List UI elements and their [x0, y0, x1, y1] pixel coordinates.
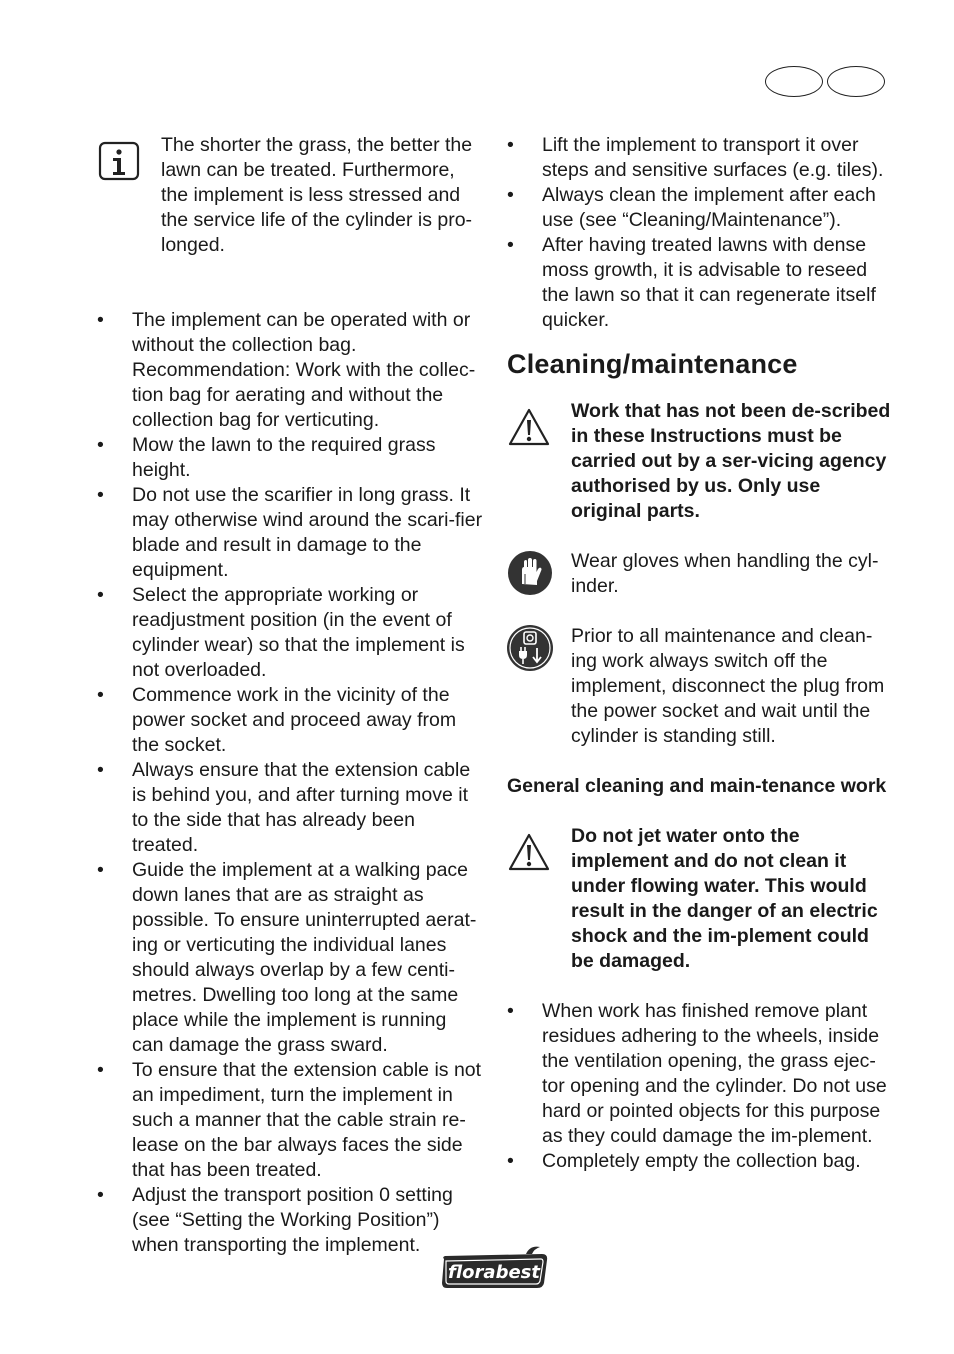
- unplug-note-text: Prior to all maintenance and clean-ing work always switch off the implement, disconnect the plug from the power socket and wait until the cylinder is standing still.: [571, 625, 885, 747]
- gloves-icon: [507, 550, 553, 596]
- left-bullet-list: [97, 308, 483, 1258]
- list-item: • When work has finished remove plant residues adhering to the wheels, inside the ventilation opening, the grass ejec-tor opening and the cylinder. Do not use hard or pointed objects for this purpose as they could damage the im-plement.: [507, 999, 892, 1149]
- unplug-note: [507, 624, 892, 749]
- list-item: • Select the appropriate working or readjustment position (in the event of cylinder wear) so that the implement is not overloaded.: [97, 583, 483, 683]
- unplug-icon: [505, 623, 555, 673]
- gloves-note: [507, 549, 892, 599]
- florabest-logo: [438, 1245, 552, 1290]
- warning-triangle-icon: [507, 405, 551, 449]
- warning-note-1: [507, 399, 892, 524]
- right-top-bullet-list: [507, 133, 892, 333]
- list-item: • Do not use the scarifier in long grass. It may otherwise wind around the scari-fier blade and result in damage to the equipment.: [97, 483, 483, 583]
- list-item: • Completely empty the collection bag.: [507, 1149, 892, 1174]
- list-item: • Lift the implement to transport it over steps and sensitive surfaces (e.g. tiles).: [507, 133, 892, 183]
- subsection-title: General cleaning and main-tenance work: [507, 775, 887, 797]
- language-indicator: [765, 66, 889, 99]
- list-item: • Mow the lawn to the required grass height.: [97, 433, 483, 483]
- list-item: • Adjust the transport position 0 setting (see “Setting the Working Position”) when transporting the implement.: [97, 1183, 483, 1258]
- info-note-text: The shorter the grass, the better the lawn can be treated. Furthermore, the implement is less stressed and the service life of the cylinder is pro-longed.: [161, 134, 473, 256]
- right-bottom-bullet-list: [507, 999, 892, 1174]
- section-title: Cleaning/maintenance: [507, 349, 798, 379]
- list-item: • After having treated lawns with dense moss growth, it is advisable to reseed the lawn so that it can regenerate itself quicker.: [507, 233, 892, 333]
- list-item: • The implement can be operated with or without the collection bag. Recommendation: Work with the collec-tion bag for aerating and without the collection bag for verticuting.: [97, 308, 483, 433]
- list-item: • To ensure that the extension cable is not an impediment, turn the implement in such a manner that the cable strain re-lease on the bar always faces the side that has been treated.: [97, 1058, 483, 1183]
- language-oval-left: [765, 66, 823, 97]
- warning-triangle-icon: [507, 830, 551, 874]
- language-oval-right: [827, 66, 885, 97]
- list-item: • Commence work in the vicinity of the power socket and proceed away from the socket.: [97, 683, 483, 758]
- info-icon: [97, 139, 141, 183]
- list-item: • Always clean the implement after each use (see “Cleaning/Maintenance”).: [507, 183, 892, 233]
- warning-text: Work that has not been de-scribed in these Instructions must be carried out by a ser-vicing agency authorised by us. Only use original parts.: [571, 400, 891, 522]
- info-note: [97, 133, 483, 258]
- left-column: [97, 133, 483, 1258]
- warning-text: Do not jet water onto the implement and do not clean it under flowing water. This would result in the danger of an electric shock and the im-plement could be damaged.: [571, 825, 878, 972]
- list-item: • Always ensure that the extension cable is behind you, and after turning move it to the side that has already been treated.: [97, 758, 483, 858]
- right-column: [507, 133, 892, 1174]
- list-item: • Guide the implement at a walking pace down lanes that are as straight as possible. To ensure uninterrupted aerat-ing or verticuting the individual lanes should always overlap by a few centi-metres. Dwelling too long at the same place while the implement is running can damage the grass sward.: [97, 858, 483, 1058]
- gloves-note-text: Wear gloves when handling the cyl-inder.: [571, 550, 879, 597]
- warning-note-2: [507, 824, 892, 974]
- logo-text: florabest: [448, 1262, 540, 1283]
